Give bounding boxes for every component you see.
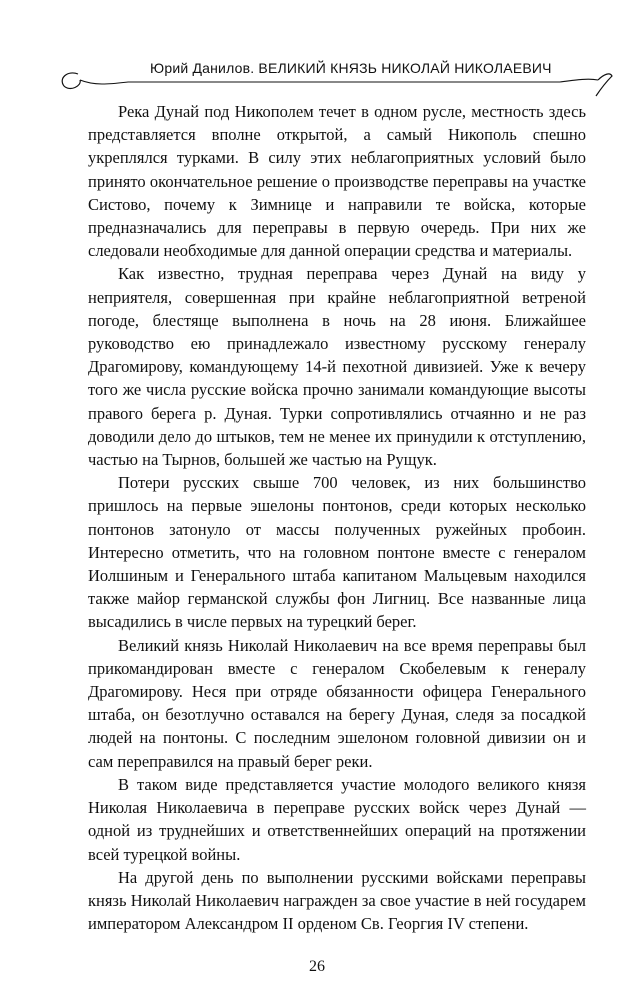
paragraph: Потери русских свыше 700 человек, из них большинство пришлось на первые эшелоны понтонов, среди которых несколько понтонов затонуло от массы полученных ружейных пробоин. Интересно отметить, что на головном понтоне вместе с генералом Иолшиным и Генерального штаба капитаном Мальцевым находился также майор германской службы фон Лигниц. Все названные лица высадились в числе первых на турецкий берег. [88,473,586,632]
paragraph: На другой день по выполнении русскими войсками переправы князь Николай Николаевич награжден за свое участие в ней государем императором Александром II орденом Св. Георгия IV степени. [88,867,586,934]
paragraph: В таком виде представляется участие молодого великого князя Николая Николаевича в переправе русских войск через Дунай — одной из труднейших и ответственнейших операций на протяжении всей турецкой войны. [88,774,586,864]
paragraph: Река Дунай под Никополем течет в одном русле, местность здесь представляется вполне открытой, а самый Никополь спешно укреплялся турками. В силу этих неблагоприятных условий было принято окончательное решение о производстве переправы на участке Систово, почему к Зимнице и направили те войска, которые предназначались для переправы в первую очередь. При них же следовали необходимые для данной операции средства и материалы. [88,102,586,261]
main-text [88,100,586,935]
header-title: Юрий Данилов. ВЕЛИКИЙ КНЯЗЬ НИКОЛАЙ НИКОЛАЕВИЧ [150,60,552,76]
running-header [0,60,634,100]
page-number: 26 [309,958,325,975]
paragraph: Великий князь Николай Николаевич на все время переправы был прикомандирован вместе с генералом Скобелевым к генералу Драгомирову. Неся при отряде обязанности офицера Генерального штаба, он безотлучно оставался на берегу Дуная, следя за посадкой людей на понтоны. С последним эшелоном головной дивизии он и сам переправился на правый берег реки. [88,635,586,771]
paragraph: Как известно, трудная переправа через Дунай на виду у неприятеля, совершенная при крайне неблагоприятной ветреной погоде, блестяще выполнена в ночь на 28 июня. Ближайшее руководство ею принадлежало известному русскому генералу Драгомирову, командующему 14-й пехотной дивизией. Уже к вечеру того же числа русские войска прочно занимали командующие высоты правого берега р. Дуная. Турки сопротивлялись отчаянно и не раз доводили дело до штыков, тем не менее их принудили к отступлению, частью на Тырнов, большей же частью на Рущук. [88,264,586,470]
